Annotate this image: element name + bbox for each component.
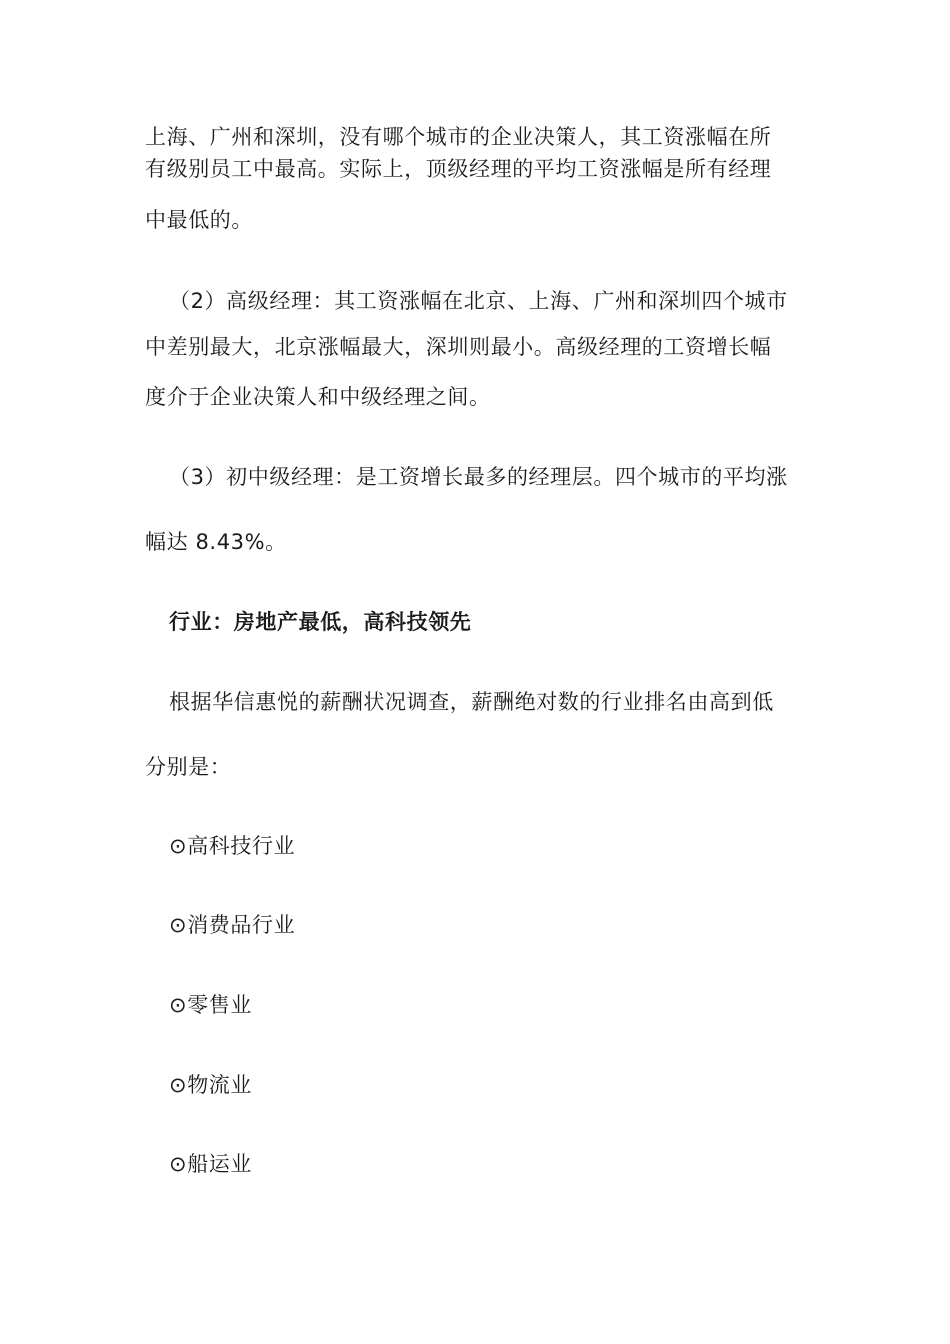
- paragraph-2-line-3: 度介于企业决策人和中级经理之间。: [145, 385, 491, 409]
- list-item: ⊙零售业: [169, 993, 252, 1017]
- paragraph-2-line-2: 中差别最大，北京涨幅最大，深圳则最小。高级经理的工资增长幅: [145, 335, 772, 359]
- paragraph-4-line-1: 根据华信惠悦的薪酬状况调查，薪酬绝对数的行业排名由高到低: [169, 690, 774, 714]
- section-heading: 行业：房地产最低，高科技领先: [169, 610, 472, 634]
- paragraph-1-line-2: 有级别员工中最高。实际上，顶级经理的平均工资涨幅是所有经理: [145, 157, 772, 181]
- paragraph-4-line-2: 分别是：: [145, 755, 232, 779]
- list-item: ⊙高科技行业: [169, 834, 296, 858]
- paragraph-1-line-1: 上海、广州和深圳，没有哪个城市的企业决策人，其工资涨幅在所: [145, 125, 772, 149]
- paragraph-3-line-2: 幅达 8.43%。: [145, 530, 287, 554]
- list-item: ⊙物流业: [169, 1073, 252, 1097]
- paragraph-2-line-1: （2）高级经理：其工资涨幅在北京、上海、广州和深圳四个城市: [169, 289, 788, 313]
- paragraph-1-line-3: 中最低的。: [145, 208, 253, 232]
- paragraph-3-line-1: （3）初中级经理：是工资增长最多的经理层。四个城市的平均涨: [169, 465, 788, 489]
- list-item: ⊙船运业: [169, 1152, 252, 1176]
- list-item: ⊙消费品行业: [169, 913, 296, 937]
